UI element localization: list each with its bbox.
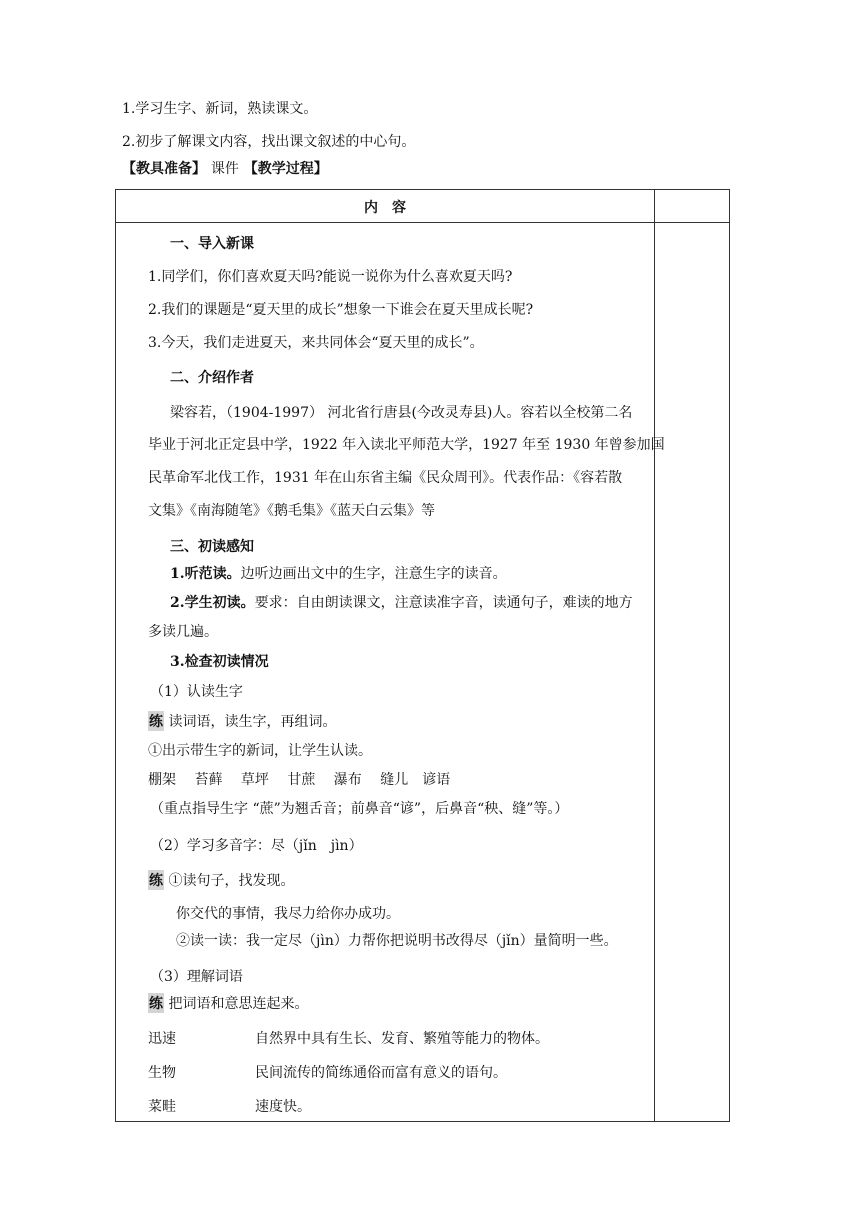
exercise-2 xyxy=(148,870,294,890)
exercise-1-text: 读词语，读生字，再组词。 xyxy=(168,714,337,730)
author-text-line: 梁容若，（1904-1997） 河北省行唐县(今改灵寿县)人。容若以全校第二名 xyxy=(170,405,633,421)
section-1-title: 一、导入新课 xyxy=(170,236,254,252)
match-word: 生物 xyxy=(148,1065,176,1081)
column-divider xyxy=(654,190,655,1121)
first-reading-text: 要求：自由朗读课文，注意读准字音，读通句子，难读的地方 xyxy=(254,595,633,611)
match-meaning: 速度快。 xyxy=(255,1099,311,1115)
section-3-title: 三、初读感知 xyxy=(170,539,254,555)
first-reading xyxy=(170,592,633,612)
exercise-1 xyxy=(148,711,336,731)
practice-badge: 练 xyxy=(148,711,164,731)
pronunciation-note: （重点指导生字 “蔗”为翘舌音；前鼻音“谚”，后鼻音“秧、缝”等。） xyxy=(150,801,569,817)
header-divider xyxy=(116,222,729,223)
preparation-line xyxy=(122,158,328,178)
exercise-1-instruction: ①出示带生字的新词，让学生认读。 xyxy=(148,743,372,759)
first-reading-cont: 多读几遍。 xyxy=(148,624,218,640)
listen-reading-label: 1.听范读。 xyxy=(170,566,241,582)
match-word: 菜畦 xyxy=(148,1099,176,1115)
exercise-2-sentence: 你交代的事情，我尽力给你办成功。 xyxy=(176,906,400,922)
practice-badge: 练 xyxy=(148,870,164,890)
objective-1: 1.学习生字、新词，熟读课文。 xyxy=(122,101,318,117)
author-text-line: 毕业于河北正定县中学，1922 年入读北平师范大学，1927 年至 1930 年曾参加国 xyxy=(148,437,665,453)
objective-2: 2.初步了解课文内容，找出课文叙述的中心句。 xyxy=(122,134,416,150)
practice-badge: 练 xyxy=(148,993,164,1013)
match-meaning: 民间流传的简练通俗而富有意义的语句。 xyxy=(255,1065,507,1081)
listen-reading-text: 边听边画出文中的生字，注意生字的读音。 xyxy=(240,566,507,582)
listen-reading xyxy=(170,563,507,583)
exercise-2-read: ②读一读：我一定尽（jìn）力帮你把说明书改得尽（jǐn）量简明一些。 xyxy=(176,933,618,949)
word-list: 棚架 苔藓 草坪 甘蔗 瀑布 缝儿 谚语 xyxy=(148,772,451,788)
exercise-2-text: ①读句子，找发现。 xyxy=(168,873,295,889)
process-heading: 【教学过程】 xyxy=(243,161,328,177)
author-text-line: 文集》《南海随笔》《鹅毛集》《蓝天白云集》等 xyxy=(148,503,435,519)
exercise-3 xyxy=(148,993,308,1013)
section-1-paragraph: 2.我们的课题是“夏天里的成长”想象一下谁会在夏天里成长呢? xyxy=(148,302,534,318)
match-meaning: 自然界中具有生长、发育、繁殖等能力的物体。 xyxy=(255,1031,549,1047)
section-1-paragraph: 1.同学们，你们喜欢夏天吗?能说一说你为什么喜欢夏天吗? xyxy=(148,269,513,285)
section-1-paragraph: 3.今天，我们走进夏天，来共同体会“夏天里的成长”。 xyxy=(148,335,484,351)
match-word: 迅速 xyxy=(148,1031,176,1047)
tools-value: 课件 xyxy=(210,161,239,177)
tools-heading: 【教具准备】 xyxy=(122,161,206,177)
section-2-title: 二、介绍作者 xyxy=(170,370,254,386)
subsection-recognize: （1）认读生字 xyxy=(150,684,243,700)
check-reading: 3.检查初读情况 xyxy=(170,654,269,670)
author-text-line: 民革命军北伐工作，1931 年在山东省主编《民众周刊》。代表作品：《容若散 xyxy=(148,470,623,486)
exercise-3-text: 把词语和意思连起来。 xyxy=(168,996,309,1012)
subsection-polyphone: （2）学习多音字：尽（jǐn jìn） xyxy=(150,838,363,854)
table-header-content: 内 容 xyxy=(364,200,406,216)
first-reading-label: 2.学生初读。 xyxy=(170,595,255,611)
subsection-vocabulary: （3）理解词语 xyxy=(150,969,243,985)
